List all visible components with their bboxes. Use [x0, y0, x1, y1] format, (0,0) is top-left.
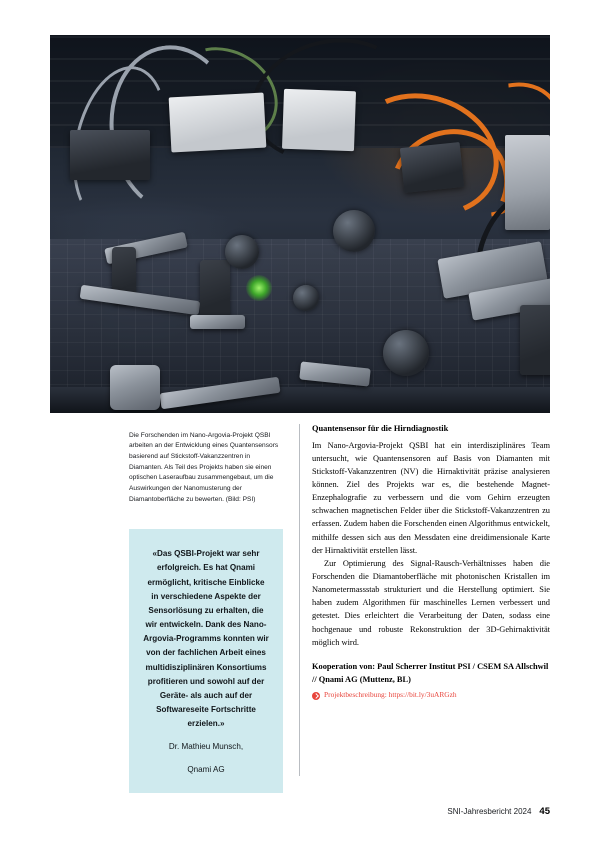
lens-icon — [225, 235, 259, 269]
cooperation-note: Kooperation von: Paul Scherrer Institut PSI / CSEM SA Allschwil // Qnami AG (Muttenz, BL) — [312, 661, 549, 684]
pull-quote-box — [129, 529, 283, 793]
photo-caption: Die Forschenden im Nano-Argovia-Projekt QSBI arbeiten an der Entwicklung eines Quantensensors basierend auf Stickstoff-Vakanzzentren in Diamanten. Als Teil des Projekts haben sie einen optischen Laseraufbau zusammengebaut, um die Auswirkungen der Nanomusterung der Diamantoberfläche zu bewerten. (Bild: PSI) — [129, 431, 279, 503]
project-description-link[interactable] — [312, 691, 550, 700]
pull-quote-text: «Das QSBI-Projekt war sehr erfolgreich. Es hat Qnami ermöglicht, kritische Einblicke in verschiedene Aspekte der Sensorlösung zu erhalten, die wir entwickeln. Dank des Nano-Argovia-Programms konnten wir von der fachlichen Arbeit eines multidisziplinären Konsortiums profitieren und sowohl auf der Geräte- als auch auf der Softwareseite Fortschritte erzielen.» — [143, 549, 269, 729]
article-paragraph: Zur Optimierung des Signal-Rausch-Verhältnisses haben die Forschenden die Diamantoberfläche mit photonischen Kristallen im Nanometermassstab strukturiert und die Herstellung optimiert. Sie haben zudem Algorithmen für maschinelles Lernen verbessert und getestet. Dies erleichtert die Verarbeitung der Daten, sodass eine hochgenaue und robuste Rekonstruktion der 3D-Gehirnaktivität möglich wird. — [312, 558, 550, 647]
right-column — [312, 423, 550, 700]
optical-base — [299, 361, 370, 386]
instrument-box — [169, 93, 267, 153]
optical-post — [520, 305, 550, 375]
pull-quote-author-affiliation: Qnami AG — [187, 765, 225, 775]
optical-rail — [80, 285, 201, 316]
footer-report-title: SNI-Jahresbericht 2024 — [447, 807, 532, 816]
instrument-box — [70, 130, 150, 180]
page-footer — [447, 806, 550, 817]
column-divider — [299, 424, 300, 776]
left-column — [129, 424, 283, 793]
photo-background — [50, 35, 550, 413]
pull-quote-author-name: Dr. Mathieu Munsch, — [168, 742, 244, 752]
lens-icon — [293, 285, 319, 311]
mirror-icon — [383, 330, 429, 376]
optical-rail — [159, 377, 280, 410]
laboratory-photo — [50, 35, 550, 413]
instrument-box — [505, 135, 550, 230]
green-laser-light-icon — [246, 275, 272, 301]
article-paragraph: Im Nano-Argovia-Projekt QSBI hat ein interdisziplinäres Team untersucht, wie Quantensensoren auf Basis von Diamanten mit Stickstoff-Vakanzzentren (NV) die Hirnaktivität präzise analysieren können. Ziel des Projekts war es, die bestehende Magnet-Enzephalografie zu verbessern und die vom Gehirn erzeugten schwachen magnetischen Felder über die Stickstoff-Vakanzzentren zu erfassen. Zudem haben die Forschenden einen Algorithmus entwickelt, mithilfe dessen sich aus den Messdaten eine dreidimensionale Karte der Hirnaktivität erstellen lässt. — [312, 440, 550, 555]
instrument-box — [282, 89, 356, 151]
optical-base — [190, 315, 245, 329]
optical-clamp — [110, 365, 160, 410]
external-link-icon — [312, 692, 320, 700]
footer-page-number: 45 — [539, 806, 550, 817]
optical-post — [200, 260, 230, 320]
instrument-box — [400, 142, 464, 193]
mirror-icon — [333, 210, 375, 252]
photo-details — [50, 35, 550, 413]
article-heading: Quantensensor für die Hirndiagnostik — [312, 424, 449, 433]
project-description-link-text[interactable]: Projektbeschreibung: https://bit.ly/3uARGzh — [324, 690, 457, 700]
